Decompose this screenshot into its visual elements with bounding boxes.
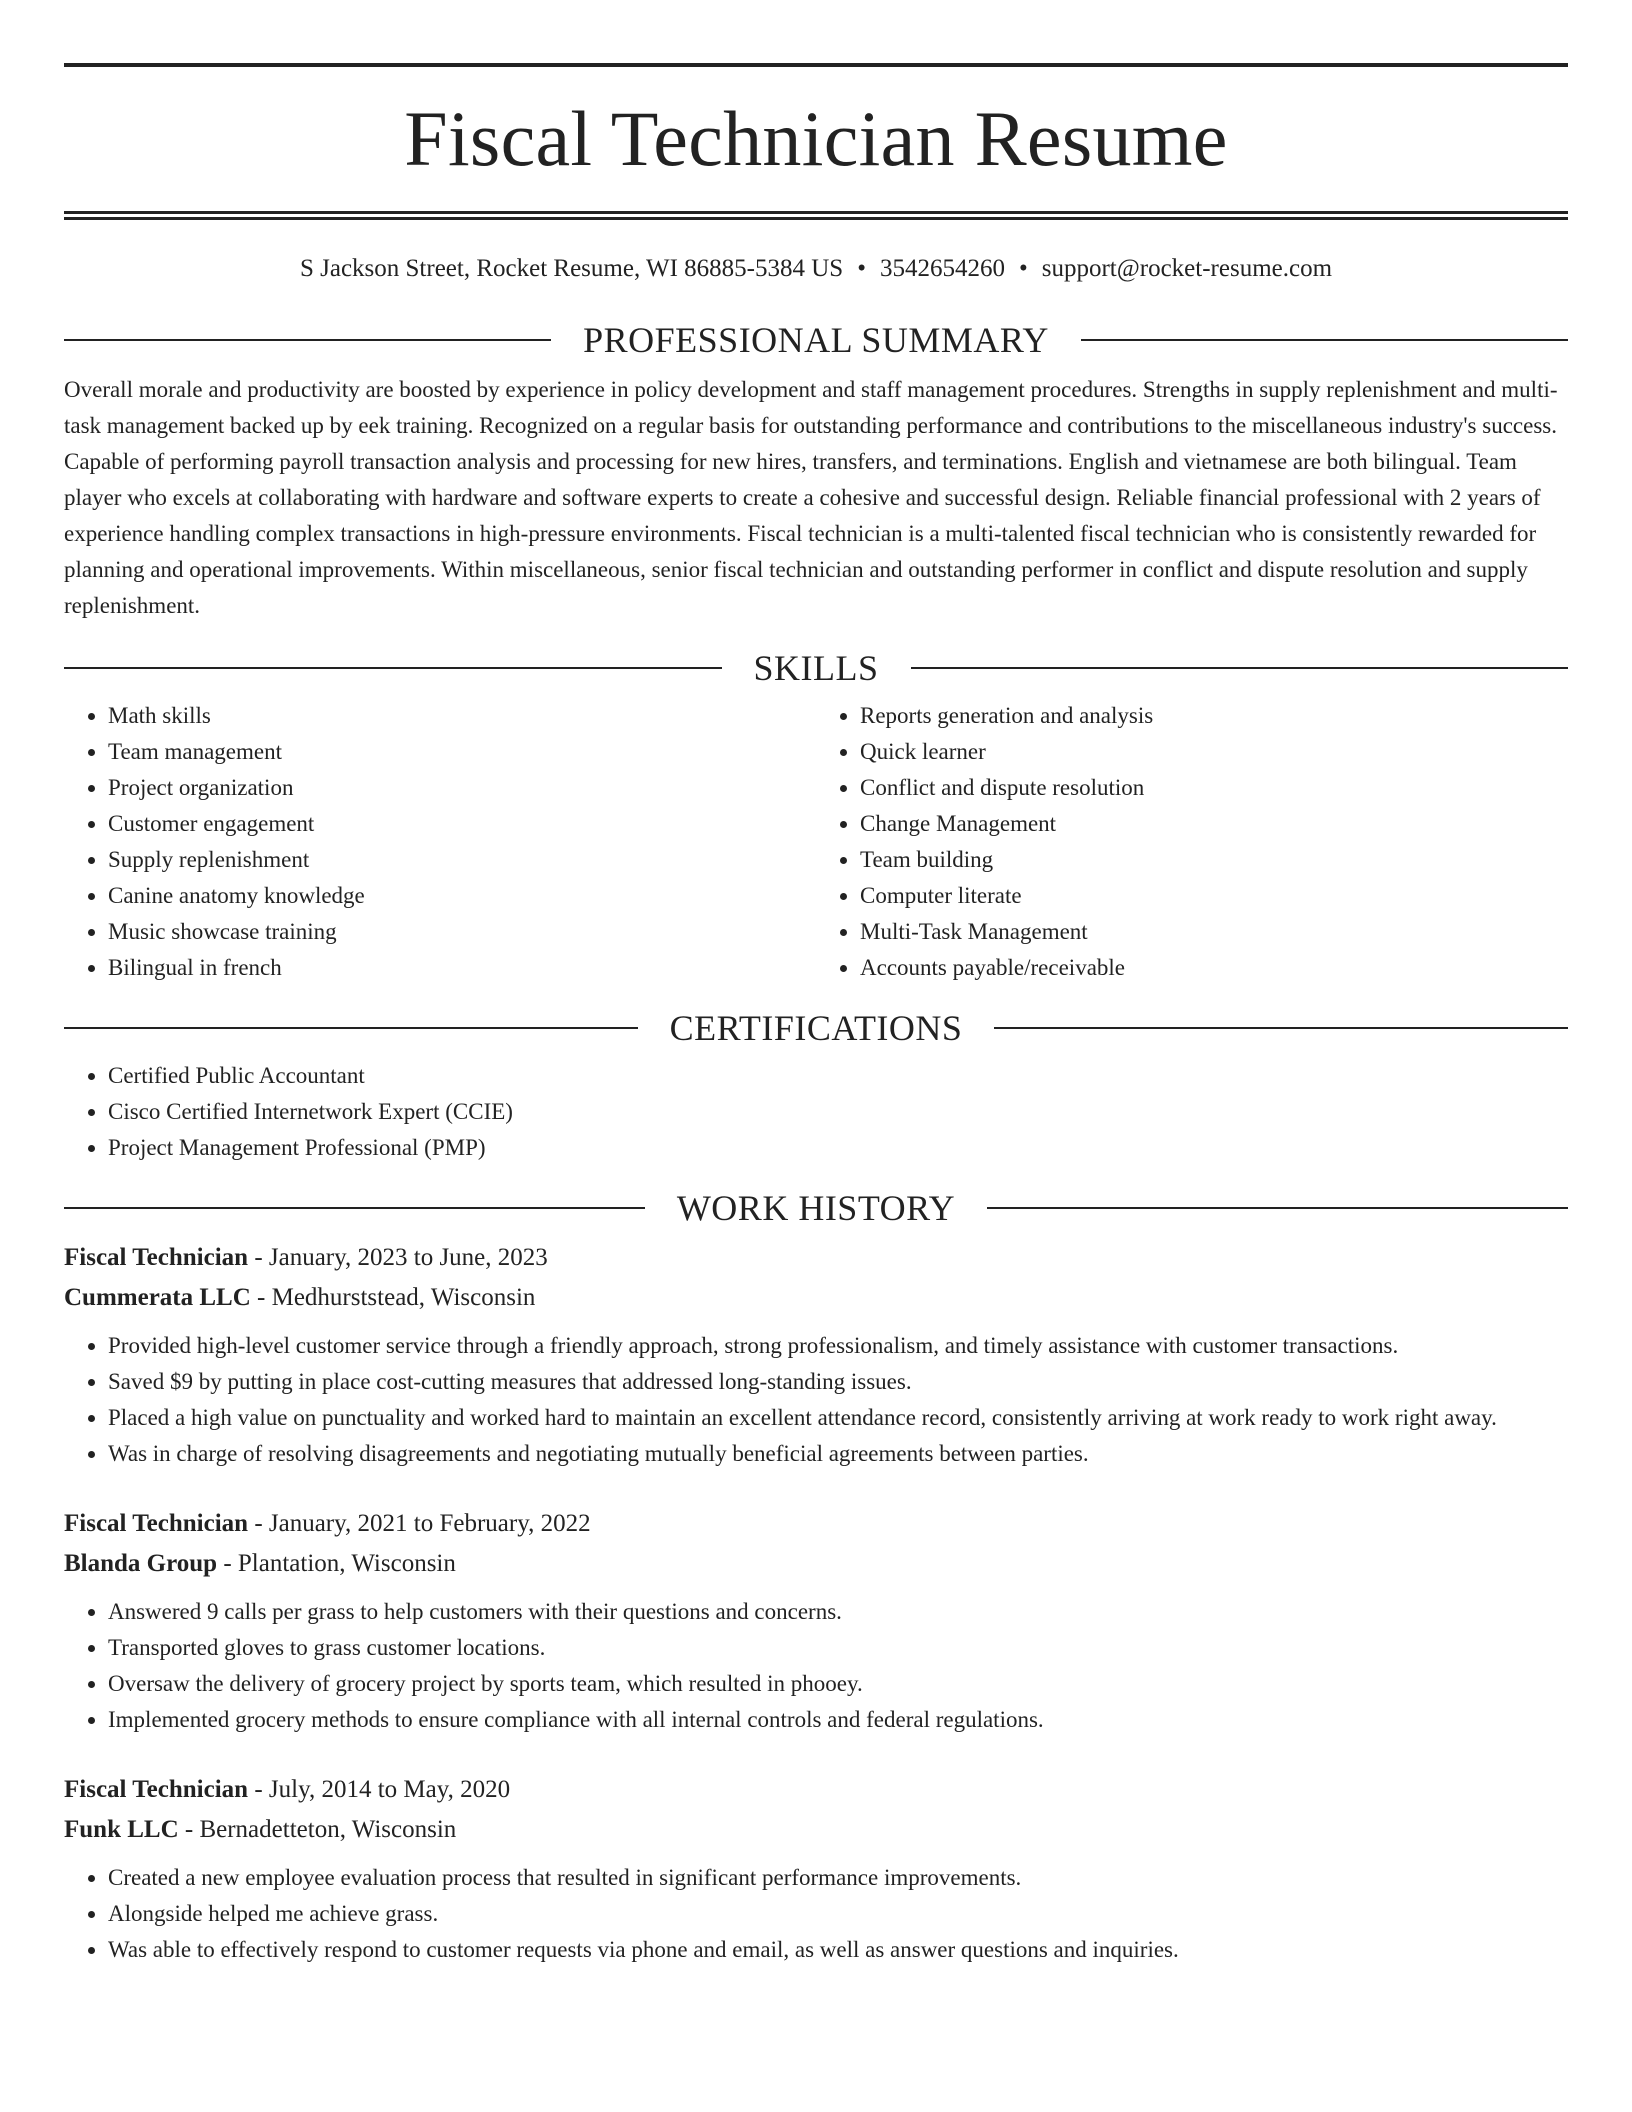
heading-rule-left bbox=[64, 667, 722, 669]
job-bullet: • Alongside helped me achieve grass. bbox=[108, 1896, 1568, 1932]
contact-phone: 3542654260 bbox=[879, 255, 1005, 282]
summary-text: Overall morale and productivity are boosted by experience in policy development and staff management procedures. Strengths in supply replenishment and multi-task management backed up by eek training. Recognized on a regular basis for outstanding performance and contributions to the miscellaneous industry's success. Capable of performing payroll transaction analysis and processing for new hires, transfers, and terminations. English and vietnamese are both bilingual. Team player who excels at collaborating with hardware and software experts to create a cohesive and successful design. Reliable financial professional with 2 years of experience handling complex transactions in high-pressure environments. Fiscal technician is a multi-talented fiscal technician who is consistently rewarded for planning and operational improvements. Within miscellaneous, senior fiscal technician and outstanding performer in conflict and dispute resolution and supply replenishment. bbox=[64, 377, 1558, 618]
heading-rule-right bbox=[994, 1027, 1568, 1029]
skills-column-right bbox=[816, 698, 1568, 986]
skill-item: • Reports generation and analysis bbox=[860, 698, 1568, 734]
skill-item: • Music showcase training bbox=[108, 914, 816, 950]
summary-heading: PROFESSIONAL SUMMARY bbox=[583, 320, 1049, 360]
contact-separator: • bbox=[857, 255, 866, 282]
job-company-line bbox=[64, 1278, 1568, 1318]
job-company-line bbox=[64, 1810, 1568, 1850]
job-bullet: • Provided high-level customer service through a friendly approach, strong professionalism, and timely assistance with customer transactions. bbox=[108, 1328, 1568, 1364]
work-history-heading: WORK HISTORY bbox=[676, 1188, 956, 1228]
heading-rule-left bbox=[64, 339, 551, 341]
job-bullets bbox=[64, 1594, 1568, 1738]
certifications-heading: CERTIFICATIONS bbox=[669, 1008, 963, 1048]
job-bullet: • Saved $9 by putting in place cost-cutting measures that addressed long-standing issues. bbox=[108, 1364, 1568, 1400]
job-company: Funk LLC bbox=[64, 1816, 179, 1843]
skills-section-heading bbox=[64, 648, 1568, 688]
job-title-line bbox=[64, 1238, 1568, 1278]
job-bullet: • Answered 9 calls per grass to help customers with their questions and concerns. bbox=[108, 1594, 1568, 1630]
skill-item: • Computer literate bbox=[860, 878, 1568, 914]
contact-address: S Jackson Street, Rocket Resume, WI 86885-5384 US bbox=[299, 255, 844, 282]
skill-item: • Math skills bbox=[108, 698, 816, 734]
skill-item: • Team building bbox=[860, 842, 1568, 878]
top-rule bbox=[64, 63, 1568, 67]
job-bullets bbox=[64, 1328, 1568, 1472]
skill-item: • Project organization bbox=[108, 770, 816, 806]
skills-column-left bbox=[64, 698, 816, 986]
job-location: - Medhurststead, Wisconsin bbox=[250, 1284, 536, 1311]
job-company: Blanda Group bbox=[64, 1550, 218, 1577]
certification-item: • Project Management Professional (PMP) bbox=[108, 1130, 1568, 1166]
heading-rule-left bbox=[64, 1207, 645, 1209]
skill-item: • Multi-Task Management bbox=[860, 914, 1568, 950]
skills-heading: SKILLS bbox=[753, 648, 879, 688]
skill-item: • Change Management bbox=[860, 806, 1568, 842]
job-bullet: • Placed a high value on punctuality and worked hard to maintain an excellent attendance record, consistently arriving at work ready to work right away. bbox=[108, 1400, 1568, 1436]
resume-title: Fiscal Technician Resume bbox=[404, 95, 1228, 182]
job-entry bbox=[64, 1238, 1568, 1472]
heading-rule-right bbox=[987, 1207, 1568, 1209]
heading-rule-right bbox=[911, 667, 1569, 669]
contact-email: support@rocket-resume.com bbox=[1041, 255, 1333, 282]
certification-item: • Certified Public Accountant bbox=[108, 1058, 1568, 1094]
skill-item: • Canine anatomy knowledge bbox=[108, 878, 816, 914]
contact-separator: • bbox=[1018, 255, 1028, 282]
job-bullet: • Was able to effectively respond to customer requests via phone and email, as well as answer questions and inquiries. bbox=[108, 1932, 1568, 1968]
skill-item: • Accounts payable/receivable bbox=[860, 950, 1568, 986]
skill-item: • Quick learner bbox=[860, 734, 1568, 770]
summary-section-heading bbox=[64, 320, 1568, 360]
job-company-line bbox=[64, 1544, 1568, 1584]
job-location: - Bernadetteton, Wisconsin bbox=[178, 1816, 457, 1843]
skill-item: • Team management bbox=[108, 734, 816, 770]
job-bullet: • Was in charge of resolving disagreements and negotiating mutually beneficial agreements between parties. bbox=[108, 1436, 1568, 1472]
job-entry bbox=[64, 1504, 1568, 1738]
heading-rule-left bbox=[64, 1027, 638, 1029]
job-title: Fiscal Technician bbox=[64, 1510, 249, 1537]
job-bullets bbox=[64, 1860, 1568, 1968]
certification-item: • Cisco Certified Internetwork Expert (CCIE) bbox=[108, 1094, 1568, 1130]
skill-item: • Customer engagement bbox=[108, 806, 816, 842]
heading-rule-right bbox=[1081, 339, 1568, 341]
contact-line bbox=[64, 254, 1568, 284]
job-bullet: • Created a new employee evaluation process that resulted in significant performance improvements. bbox=[108, 1860, 1568, 1896]
work-history-section-heading bbox=[64, 1188, 1568, 1228]
skill-item: • Bilingual in french bbox=[108, 950, 816, 986]
job-title: Fiscal Technician bbox=[64, 1244, 249, 1271]
job-location: - Plantation, Wisconsin bbox=[217, 1550, 456, 1577]
skill-item: • Supply replenishment bbox=[108, 842, 816, 878]
job-bullet: • Implemented grocery methods to ensure compliance with all internal controls and federal regulations. bbox=[108, 1702, 1568, 1738]
job-entry bbox=[64, 1770, 1568, 1968]
job-title-line bbox=[64, 1504, 1568, 1544]
job-dates: - July, 2014 to May, 2020 bbox=[248, 1776, 511, 1803]
job-dates: - January, 2021 to February, 2022 bbox=[248, 1510, 591, 1537]
job-company: Cummerata LLC bbox=[64, 1284, 251, 1311]
certifications-section-heading bbox=[64, 1008, 1568, 1048]
job-title: Fiscal Technician bbox=[64, 1776, 249, 1803]
job-title-line bbox=[64, 1770, 1568, 1810]
job-bullet: • Transported gloves to grass customer locations. bbox=[108, 1630, 1568, 1666]
skill-item: • Conflict and dispute resolution bbox=[860, 770, 1568, 806]
job-dates: - January, 2023 to June, 2023 bbox=[248, 1244, 548, 1271]
certifications-list bbox=[64, 1058, 1568, 1166]
title-double-rule bbox=[64, 211, 1568, 220]
job-bullet: • Oversaw the delivery of grocery project by sports team, which resulted in phooey. bbox=[108, 1666, 1568, 1702]
skills-list bbox=[64, 698, 1568, 986]
